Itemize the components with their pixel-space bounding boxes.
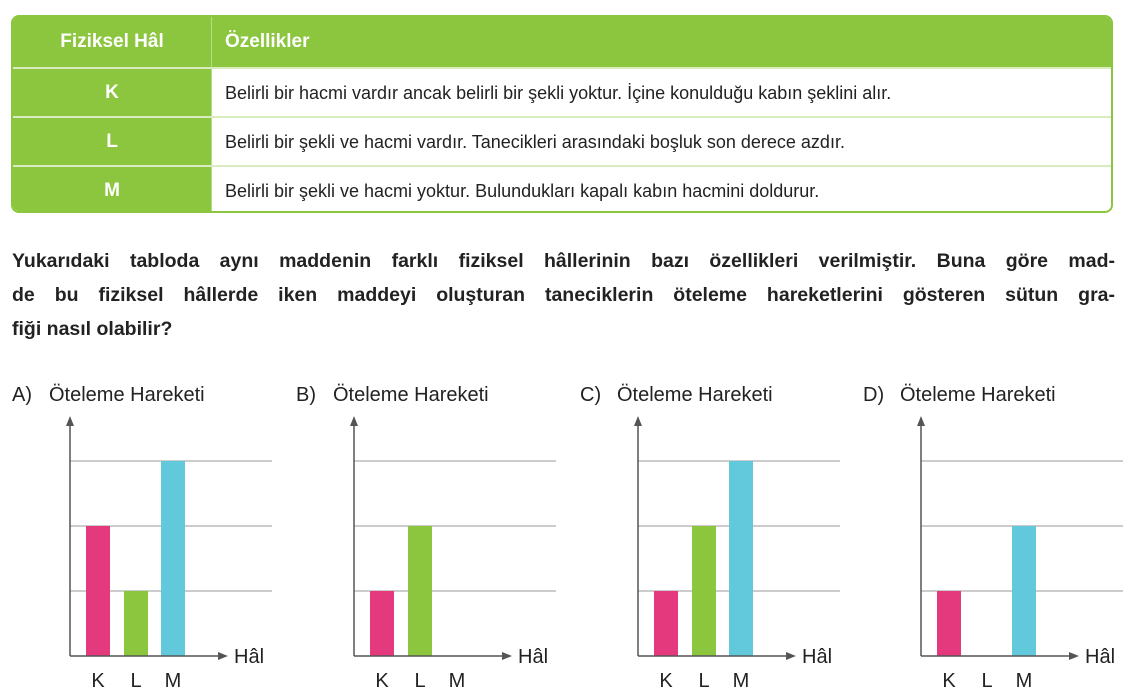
y-axis-label: Öteleme Hareketi [333,384,489,406]
category-label: L [981,670,993,692]
bar-m [1012,526,1036,656]
bar-k [654,591,678,656]
bar-l [408,526,432,656]
category-label: K [375,670,389,692]
y-axis-label: Öteleme Hareketi [900,384,1056,406]
question-line: de bu fiziksel hâllerde iken maddeyi oluşturan taneciklerin öteleme hareketlerini gösteren sütun gra- [12,284,1115,306]
bar-l [692,526,716,656]
row-properties: Belirli bir şekli ve hacmi yoktur. Bulundukları kapalı kabın hacmini doldurur. [225,180,820,201]
row-properties: Belirli bir hacmi vardır ancak belirli bir şekli yoktur. İçine konulduğu kabın şeklini alır. [225,82,892,103]
category-label: K [91,670,105,692]
category-label: K [659,670,673,692]
row-state: M [13,167,212,213]
option-letter: D) [863,384,885,406]
row-properties: Belirli bir şekli ve hacmi vardır. Tanecikleri arasındaki boşluk son derece azdır. [225,131,845,152]
category-label: L [130,670,142,692]
option-b[interactable] [296,378,586,695]
option-c[interactable] [580,378,870,695]
y-axis-arrow-icon [634,416,642,426]
table-row [13,165,1111,213]
bar-k [86,526,110,656]
y-axis-arrow-icon [350,416,358,426]
x-axis-label: Hâl [234,646,265,668]
bar-chart [580,378,870,695]
category-label: M [164,670,182,692]
option-d[interactable] [863,378,1133,695]
row-state: L [13,118,212,166]
bar-chart [863,378,1133,695]
y-axis-arrow-icon [66,416,74,426]
states-table [11,15,1113,213]
option-a[interactable] [12,378,302,695]
header-state: Fiziksel Hâl [13,17,212,67]
table-header [13,17,1111,67]
y-axis-label: Öteleme Hareketi [49,384,205,406]
x-axis-arrow-icon [1069,652,1079,660]
table-row [13,67,1111,117]
category-label: L [414,670,426,692]
category-label: M [448,670,466,692]
header-properties: Özellikler [225,31,310,52]
bar-chart [296,378,586,695]
category-label: L [698,670,710,692]
category-label: M [1015,670,1033,692]
y-axis-arrow-icon [917,416,925,426]
x-axis-arrow-icon [786,652,796,660]
option-letter: C) [580,384,602,406]
category-label: M [732,670,750,692]
table-row [13,116,1111,166]
bar-m [729,461,753,656]
x-axis-label: Hâl [1085,646,1116,668]
x-axis-arrow-icon [218,652,228,660]
bar-chart [12,378,302,695]
option-letter: B) [296,384,316,406]
question-line: Yukarıdaki tabloda aynı maddenin farklı fiziksel hâllerinin bazı özellikleri verilmiştir. Buna göre mad- [12,250,1115,272]
question-line: fiği nasıl olabilir? [12,318,173,340]
y-axis-label: Öteleme Hareketi [617,384,773,406]
x-axis-arrow-icon [502,652,512,660]
bar-l [124,591,148,656]
row-state: K [13,69,212,117]
option-letter: A) [12,384,32,406]
x-axis-label: Hâl [518,646,549,668]
category-label: K [942,670,956,692]
x-axis-label: Hâl [802,646,833,668]
bar-k [370,591,394,656]
bar-m [161,461,185,656]
bar-k [937,591,961,656]
question-text [12,244,1115,346]
